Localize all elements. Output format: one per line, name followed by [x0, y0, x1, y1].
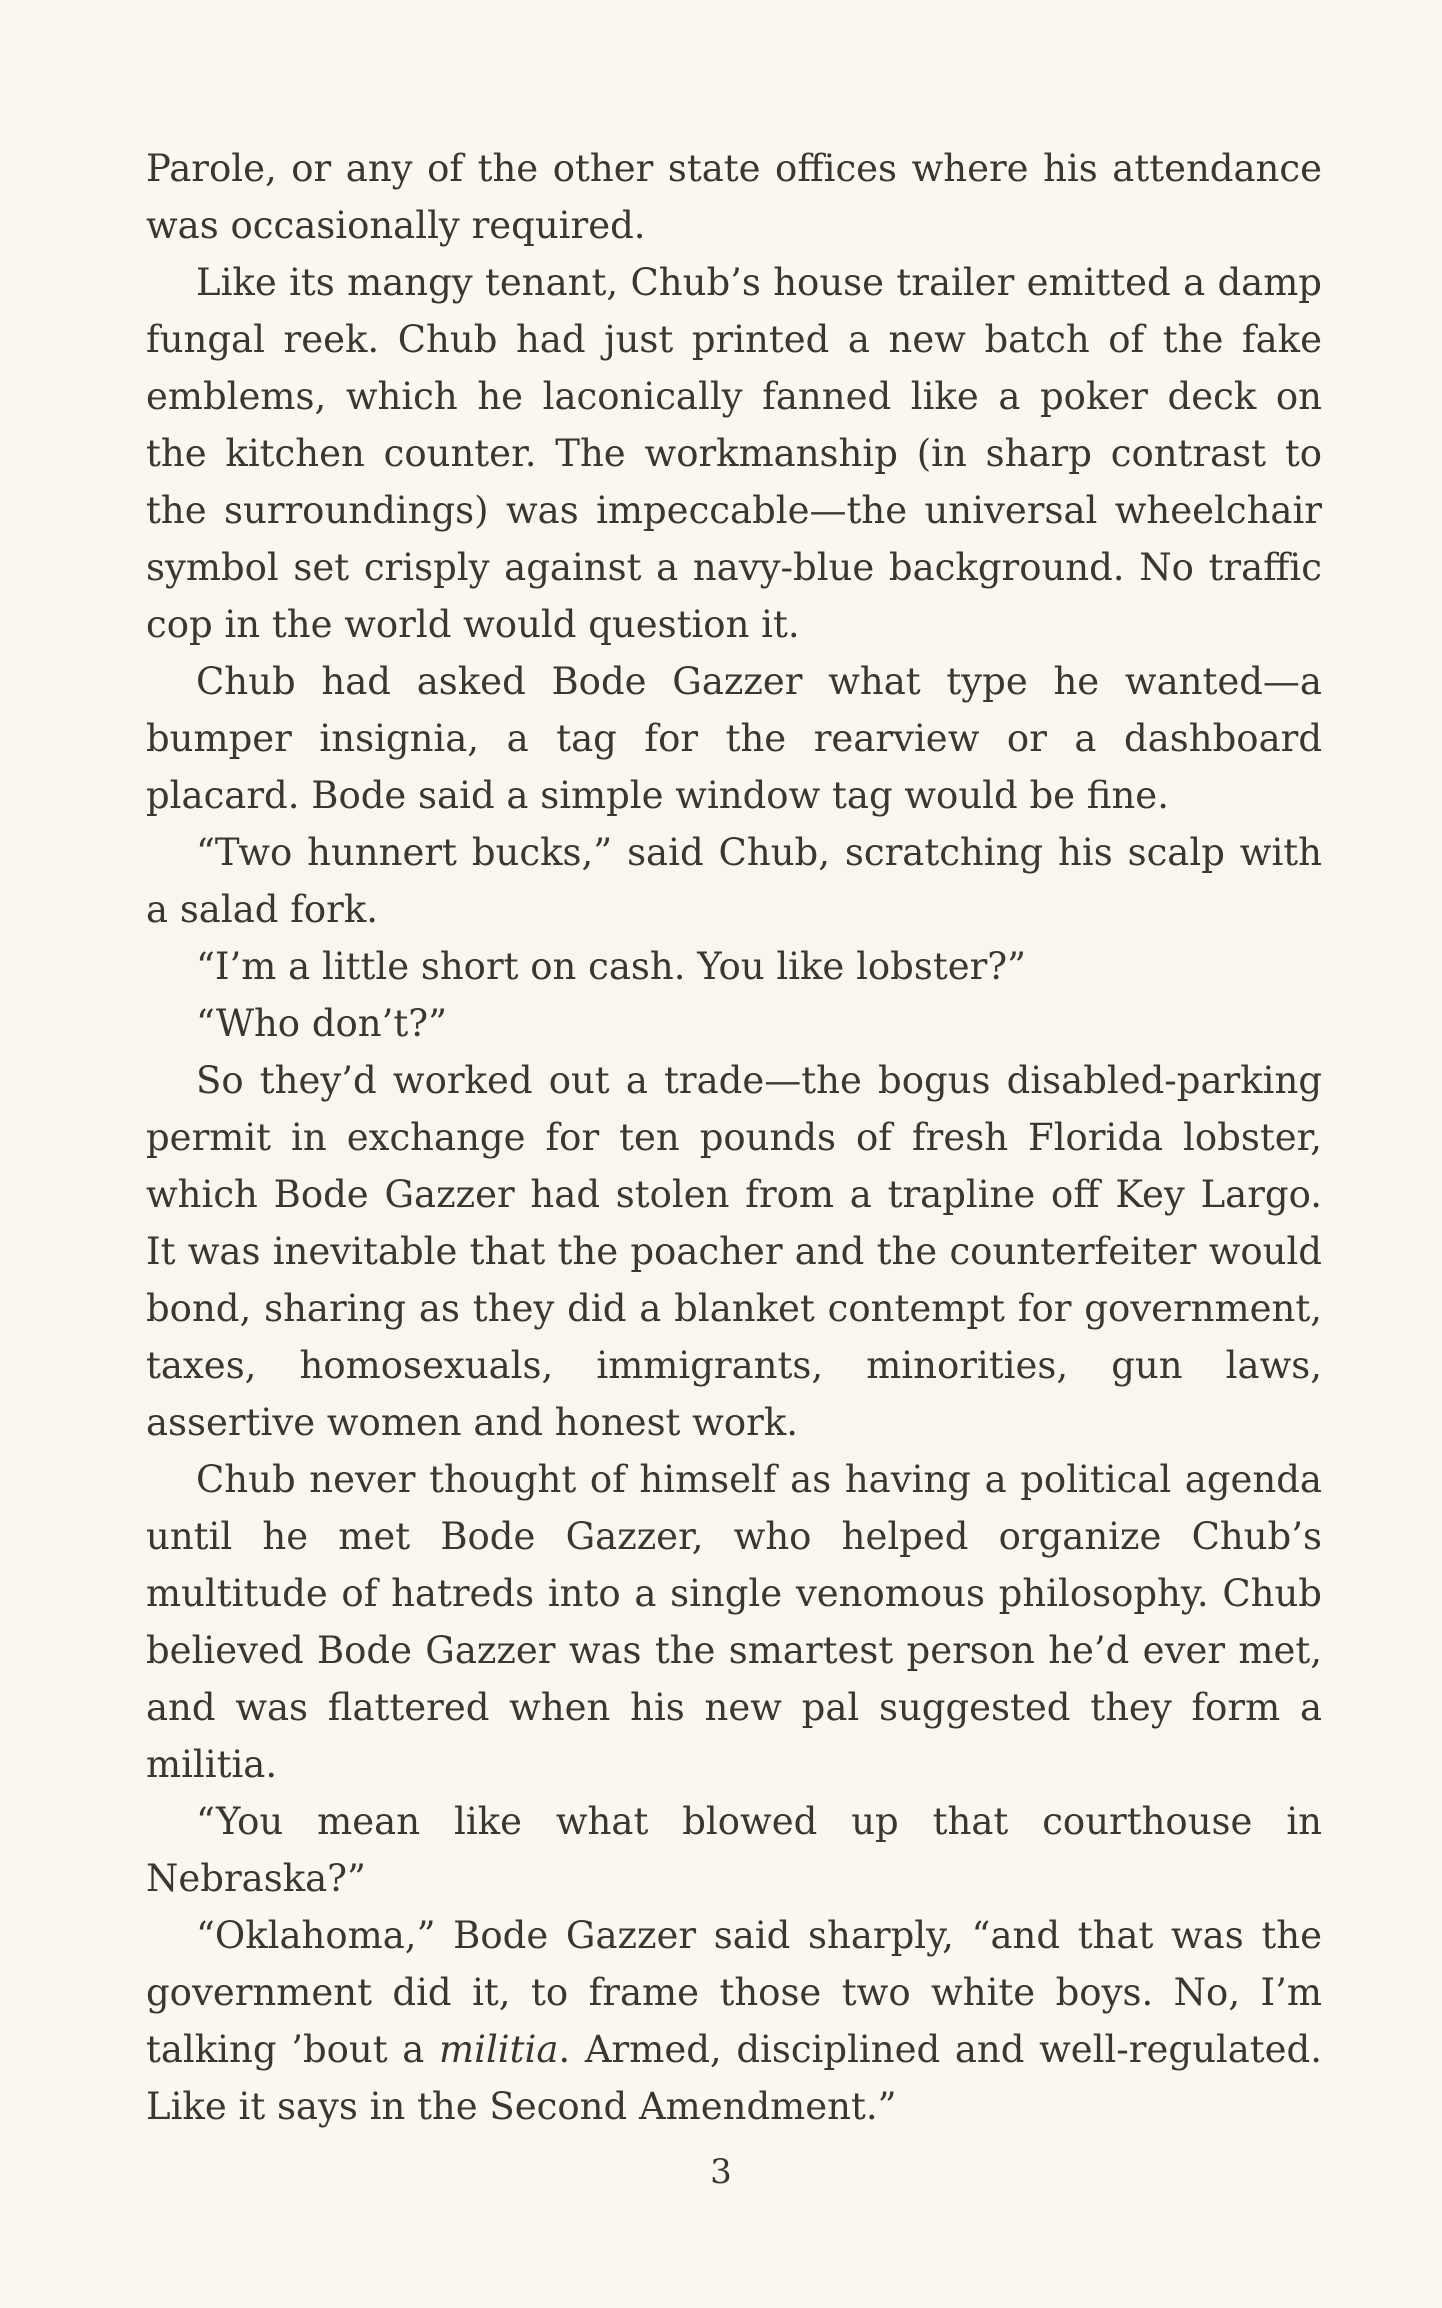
- paragraph-last: [146, 1907, 1322, 2135]
- paragraph: “Two hunnert bucks,” said Chub, scratching his scalp with a salad fork.: [146, 831, 1322, 931]
- paragraph: “I’m a little short on cash. You like lobster?”: [196, 945, 1027, 988]
- paragraph-text: “Oklahoma,” Bode Gazzer said sharply, “and that was the government did it, to frame those two white boys. No, I’m talking ’bout a: [146, 1914, 1322, 2071]
- italic-word: militia: [439, 2028, 559, 2071]
- paragraph: “You mean like what blowed up that courthouse in Nebraska?”: [146, 1800, 1322, 1900]
- paragraph: So they’d worked out a trade—the bogus disabled-parking permit in exchange for ten pounds of fresh Florida lobster, which Bode Gazzer had stolen from a trapline off Key Largo. It was inevitable that the poacher and the counterfeiter would bond, sharing as they did a blanket contempt for government, taxes, homosexuals, immigrants, minorities, gun laws, assertive women and honest work.: [146, 1059, 1322, 1444]
- paragraph-text: . Armed, disciplined and well-regulated. Like it says in the Second Amendment.”: [146, 2028, 1323, 2128]
- paragraph: “Who don’t?”: [196, 1002, 448, 1045]
- body-text: [146, 140, 1322, 2135]
- paragraph: Chub never thought of himself as having a political agenda until he met Bode Gazzer, who helped organize Chub’s multitude of hatreds into a single venomous philosophy. Chub believed Bode Gazzer was the smartest person he’d ever met, and was flattered when his new pal suggested they form a militia.: [146, 1458, 1322, 1786]
- page-number: 3: [710, 2152, 732, 2192]
- paragraph: Like its mangy tenant, Chub’s house trailer emitted a damp fungal reek. Chub had just printed a new batch of the fake emblems, which he laconically fanned like a poker deck on the kitchen counter. The workmanship (in sharp contrast to the surroundings) was impeccable—the universal wheelchair symbol set crisply against a navy-blue background. No traffic cop in the world would question it.: [146, 261, 1322, 646]
- paragraph: Parole, or any of the other state offices where his attendance was occasionally required.: [146, 147, 1322, 247]
- paragraph: Chub had asked Bode Gazzer what type he wanted—a bumper insignia, a tag for the rearview or a dashboard placard. Bode said a simple window tag would be fine.: [146, 660, 1322, 817]
